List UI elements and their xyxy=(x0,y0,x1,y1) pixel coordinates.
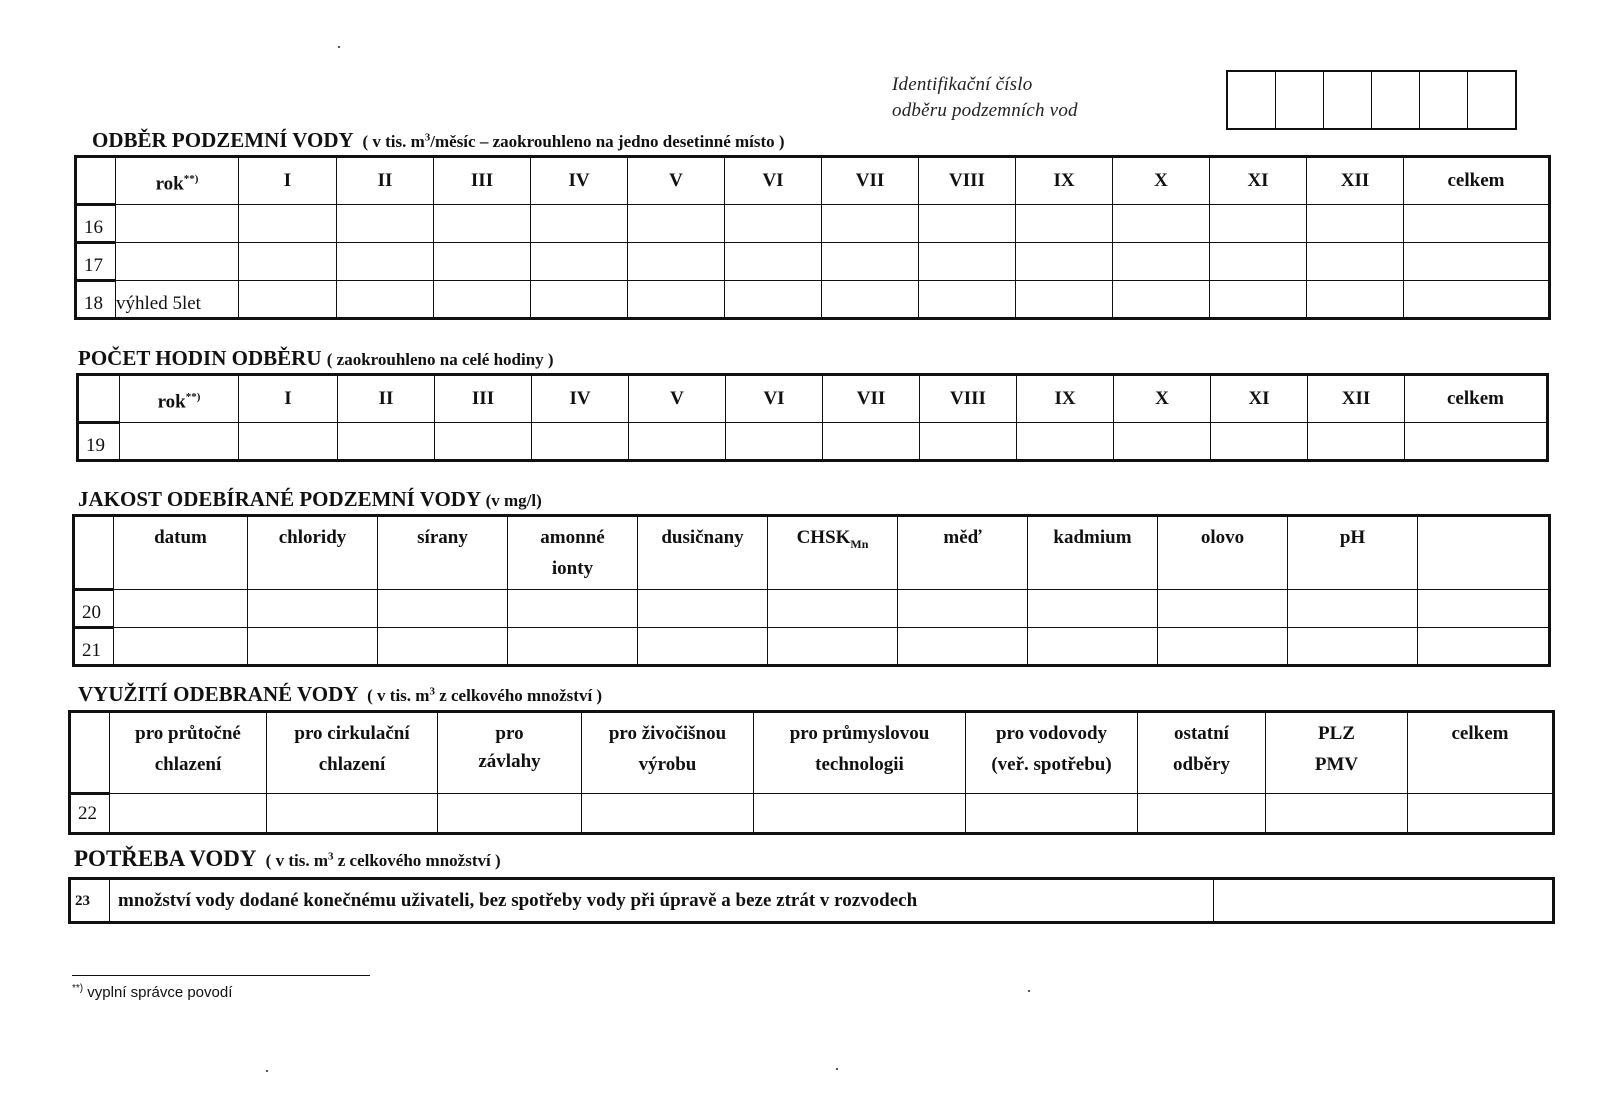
usage-header-line2: odběry xyxy=(1173,754,1230,775)
input-cell[interactable] xyxy=(114,590,248,628)
section2-header-row xyxy=(78,375,1548,423)
input-cell[interactable] xyxy=(768,628,898,666)
input-cell[interactable] xyxy=(628,281,725,319)
footnote-divider xyxy=(72,975,370,976)
month-header: I xyxy=(239,157,337,205)
section2-subtitle: ( zaokrouhleno na celé hodiny ) xyxy=(326,350,554,369)
input-cell[interactable] xyxy=(1308,423,1405,461)
input-cell[interactable] xyxy=(1307,205,1404,243)
outlook-cell: výhled 5let xyxy=(116,281,239,319)
section1-subtitle-sup: 3 xyxy=(424,131,431,144)
scan-speck xyxy=(836,1068,838,1070)
month-header: V xyxy=(629,375,726,423)
month-header: I xyxy=(239,375,338,423)
usage-header xyxy=(1266,712,1408,794)
section2-corner xyxy=(78,375,120,423)
input-cell[interactable] xyxy=(1214,879,1554,923)
input-cell[interactable] xyxy=(628,205,725,243)
usage-header-line1: ostatní xyxy=(1174,723,1229,744)
amonne-line1: amonné xyxy=(540,527,605,548)
blank-header xyxy=(1418,516,1550,590)
section3-title-text: JAKOST ODEBÍRANÉ PODZEMNÍ VODY xyxy=(78,487,481,511)
olovo-header: olovo xyxy=(1158,516,1288,590)
input-cell[interactable] xyxy=(434,205,531,243)
table-row xyxy=(76,281,1550,319)
input-cell[interactable] xyxy=(337,205,434,243)
month-header: VI xyxy=(725,157,822,205)
id-digit-box[interactable] xyxy=(1324,72,1372,128)
input-cell[interactable] xyxy=(1113,243,1210,281)
input-cell[interactable] xyxy=(531,205,628,243)
usage-header-line1: pro xyxy=(495,723,524,744)
month-header: VII xyxy=(823,375,920,423)
section1-title-text: ODBĚR PODZEMNÍ VODY xyxy=(92,128,353,152)
usage-header xyxy=(1138,712,1266,794)
table-row xyxy=(70,794,1554,834)
section1-header-row xyxy=(76,157,1550,205)
input-cell[interactable] xyxy=(1028,590,1158,628)
input-cell[interactable] xyxy=(823,423,920,461)
section4-subtitle-sup: 3 xyxy=(429,685,435,698)
month-header: IV xyxy=(531,157,628,205)
input-cell[interactable] xyxy=(725,243,822,281)
usage-header-line2: (veř. spotřebu) xyxy=(991,754,1112,775)
input-cell[interactable] xyxy=(822,281,919,319)
section1-subtitle xyxy=(358,132,784,151)
input-cell[interactable] xyxy=(638,590,768,628)
rok-sup: **) xyxy=(185,391,201,403)
section4-title xyxy=(78,682,602,707)
section5-subtitle-a: ( v tis. m xyxy=(265,851,328,870)
row-number: 21 xyxy=(74,628,114,666)
identification-label xyxy=(892,72,1078,124)
usage-header-line1: pro průmyslovou xyxy=(789,723,930,744)
input-cell[interactable] xyxy=(822,205,919,243)
input-cell[interactable] xyxy=(1307,243,1404,281)
section5-subtitle-sup: 3 xyxy=(327,850,334,863)
input-cell[interactable] xyxy=(1158,590,1288,628)
input-cell[interactable] xyxy=(267,794,438,834)
usage-header-line2: PMV xyxy=(1314,754,1359,775)
input-cell[interactable] xyxy=(508,590,638,628)
med-header: měď xyxy=(898,516,1028,590)
input-cell[interactable] xyxy=(1028,628,1158,666)
usage-header xyxy=(110,712,267,794)
row-number: 22 xyxy=(70,794,110,834)
amonne-ionty-header xyxy=(508,516,638,590)
input-cell[interactable] xyxy=(1113,205,1210,243)
input-cell[interactable] xyxy=(754,794,966,834)
month-header: IX xyxy=(1016,157,1113,205)
section4-title-text: VYUŽITÍ ODEBRANÉ VODY xyxy=(78,682,358,706)
usage-header-line2: chlazení xyxy=(318,754,386,775)
input-cell[interactable] xyxy=(1017,423,1114,461)
input-cell[interactable] xyxy=(725,205,822,243)
rok-header xyxy=(116,157,239,205)
usage-header xyxy=(267,712,438,794)
chsk-label: CHSK xyxy=(796,527,851,548)
chsk-sub: Mn xyxy=(850,536,869,551)
month-header: III xyxy=(434,157,531,205)
footnote-text: vyplní správce povodí xyxy=(83,984,233,1001)
input-cell[interactable] xyxy=(898,590,1028,628)
input-cell[interactable] xyxy=(1016,281,1113,319)
table-row xyxy=(78,423,1548,461)
input-cell[interactable] xyxy=(438,794,582,834)
section3-title xyxy=(78,487,542,512)
input-cell[interactable] xyxy=(239,205,337,243)
input-cell[interactable] xyxy=(434,243,531,281)
input-cell[interactable] xyxy=(1210,205,1307,243)
row-number: 23 xyxy=(70,879,110,923)
usage-header-line2: výrobu xyxy=(638,754,697,775)
id-digit-box[interactable] xyxy=(1228,72,1276,128)
section1-table xyxy=(74,155,1551,320)
month-header: XI xyxy=(1210,157,1307,205)
rok-sup: **) xyxy=(183,173,199,185)
usage-header-line1: pro cirkulační xyxy=(294,723,410,744)
month-header: IX xyxy=(1017,375,1114,423)
water-demand-label: množství vody dodané konečnému uživateli, bez spotřeby vody při úpravě a beze ztrát v rozvodech xyxy=(110,879,1214,923)
footnote-mark: **) xyxy=(72,983,84,994)
input-cell[interactable] xyxy=(898,628,1028,666)
input-cell[interactable] xyxy=(378,628,508,666)
chloridy-header: chloridy xyxy=(248,516,378,590)
input-cell[interactable] xyxy=(337,281,434,319)
chsk-header xyxy=(768,516,898,590)
total-header: celkem xyxy=(1405,375,1548,423)
month-header: V xyxy=(628,157,725,205)
input-cell[interactable] xyxy=(239,243,337,281)
id-digit-box[interactable] xyxy=(1420,72,1468,128)
section1-subtitle-b: /měsíc – zaokrouhleno na jedno desetinné místo ) xyxy=(430,132,785,151)
input-cell[interactable] xyxy=(1307,281,1404,319)
id-digit-box[interactable] xyxy=(1372,72,1420,128)
month-header: IV xyxy=(532,375,629,423)
row-number: 18 xyxy=(76,281,116,319)
section2-title xyxy=(78,346,554,371)
section2-table xyxy=(76,373,1549,462)
input-cell[interactable] xyxy=(725,281,822,319)
input-cell[interactable] xyxy=(239,423,338,461)
input-cell[interactable] xyxy=(966,794,1138,834)
ph-header: pH xyxy=(1288,516,1418,590)
input-cell[interactable] xyxy=(1408,794,1554,834)
section1-corner xyxy=(76,157,116,205)
scan-speck xyxy=(266,1070,268,1072)
month-header: X xyxy=(1114,375,1211,423)
input-cell[interactable] xyxy=(248,628,378,666)
section5-title xyxy=(74,846,501,872)
input-cell[interactable] xyxy=(920,423,1017,461)
month-header: VIII xyxy=(920,375,1017,423)
sirany-header: sírany xyxy=(378,516,508,590)
input-cell[interactable] xyxy=(110,794,267,834)
row-number: 20 xyxy=(74,590,114,628)
section3-corner xyxy=(74,516,114,590)
section4-subtitle-b: z celkového množství ) xyxy=(434,686,603,705)
month-header: VIII xyxy=(919,157,1016,205)
section5-subtitle-b: z celkového množství ) xyxy=(333,851,501,870)
input-cell[interactable] xyxy=(239,281,337,319)
input-cell[interactable] xyxy=(337,243,434,281)
input-cell[interactable] xyxy=(114,628,248,666)
section5-table xyxy=(68,877,1555,924)
month-header: II xyxy=(337,157,434,205)
input-cell[interactable] xyxy=(1288,628,1418,666)
input-cell[interactable] xyxy=(1210,243,1307,281)
month-header: VI xyxy=(726,375,823,423)
input-cell[interactable] xyxy=(435,423,532,461)
input-cell[interactable] xyxy=(919,281,1016,319)
input-cell[interactable] xyxy=(1404,205,1550,243)
usage-header-line2: závlahy xyxy=(478,751,541,772)
usage-header xyxy=(966,712,1138,794)
row-number: 19 xyxy=(78,423,120,461)
section3-header-row xyxy=(74,516,1550,590)
usage-header-line2: chlazení xyxy=(154,754,222,775)
table-row xyxy=(76,243,1550,281)
usage-header-line1: PLZ xyxy=(1318,723,1355,744)
row-number: 17 xyxy=(76,243,116,281)
month-header: X xyxy=(1113,157,1210,205)
month-header: III xyxy=(435,375,532,423)
id-digit-box[interactable] xyxy=(1468,72,1515,128)
table-row xyxy=(70,879,1554,923)
input-cell[interactable] xyxy=(822,243,919,281)
input-cell[interactable] xyxy=(628,243,725,281)
section4-subtitle xyxy=(363,686,602,705)
input-cell[interactable] xyxy=(1113,281,1210,319)
footnote xyxy=(72,983,232,1001)
datum-header: datum xyxy=(114,516,248,590)
identification-label-line1: Identifikační číslo xyxy=(892,74,1033,95)
identification-number-boxes xyxy=(1226,70,1517,130)
input-cell[interactable] xyxy=(629,423,726,461)
input-cell[interactable] xyxy=(508,628,638,666)
input-cell[interactable] xyxy=(116,205,239,243)
input-cell[interactable] xyxy=(120,423,239,461)
section3-table xyxy=(72,514,1551,667)
section4-corner xyxy=(70,712,110,794)
input-cell[interactable] xyxy=(531,281,628,319)
section5-subtitle xyxy=(261,851,500,870)
input-cell[interactable] xyxy=(638,628,768,666)
input-cell[interactable] xyxy=(116,243,239,281)
amonne-line2: ionty xyxy=(551,558,594,579)
input-cell[interactable] xyxy=(1158,628,1288,666)
total-header: celkem xyxy=(1404,157,1550,205)
input-cell[interactable] xyxy=(726,423,823,461)
usage-header xyxy=(582,712,754,794)
input-cell[interactable] xyxy=(1138,794,1266,834)
table-row xyxy=(76,205,1550,243)
usage-header-line1: pro průtočné xyxy=(135,723,241,744)
id-digit-box[interactable] xyxy=(1276,72,1324,128)
input-cell[interactable] xyxy=(248,590,378,628)
rok-label: rok xyxy=(157,391,186,413)
input-cell[interactable] xyxy=(378,590,508,628)
identification-label-line2: odběru podzemních vod xyxy=(892,100,1078,121)
row-number: 16 xyxy=(76,205,116,243)
input-cell[interactable] xyxy=(582,794,754,834)
input-cell[interactable] xyxy=(1404,281,1550,319)
section4-table xyxy=(68,710,1555,835)
section4-subtitle-a: ( v tis. m xyxy=(367,686,430,705)
section2-title-text: POČET HODIN ODBĚRU xyxy=(78,346,322,370)
input-cell[interactable] xyxy=(1210,281,1307,319)
input-cell[interactable] xyxy=(434,281,531,319)
input-cell[interactable] xyxy=(919,243,1016,281)
input-cell[interactable] xyxy=(338,423,435,461)
input-cell[interactable] xyxy=(1266,794,1408,834)
input-cell[interactable] xyxy=(531,243,628,281)
section1-subtitle-a: ( v tis. m xyxy=(362,132,425,151)
month-header: II xyxy=(338,375,435,423)
scan-speck xyxy=(338,46,340,48)
month-header: XI xyxy=(1211,375,1308,423)
dusicnany-header: dusičnany xyxy=(638,516,768,590)
input-cell[interactable] xyxy=(1418,590,1550,628)
month-header: XII xyxy=(1307,157,1404,205)
section4-header-row xyxy=(70,712,1554,794)
usage-header xyxy=(438,712,582,794)
section3-subtitle: (v mg/l) xyxy=(485,491,542,510)
usage-header xyxy=(754,712,966,794)
usage-total-header xyxy=(1408,712,1554,794)
input-cell[interactable] xyxy=(1114,423,1211,461)
input-cell[interactable] xyxy=(1016,243,1113,281)
table-row xyxy=(74,590,1550,628)
kadmium-header: kadmium xyxy=(1028,516,1158,590)
month-header: VII xyxy=(822,157,919,205)
section1-title xyxy=(92,128,785,153)
usage-header-line2: technologii xyxy=(815,754,904,775)
scan-speck xyxy=(1028,990,1030,992)
usage-header-line1: celkem xyxy=(1451,723,1509,744)
input-cell[interactable] xyxy=(1288,590,1418,628)
rok-header xyxy=(120,375,239,423)
usage-header-line1: pro živočišnou xyxy=(608,723,727,744)
input-cell[interactable] xyxy=(919,205,1016,243)
rok-label: rok xyxy=(155,173,184,195)
input-cell[interactable] xyxy=(768,590,898,628)
input-cell[interactable] xyxy=(1211,423,1308,461)
input-cell[interactable] xyxy=(532,423,629,461)
section5-title-text: POTŘEBA VODY xyxy=(74,846,256,871)
month-header: XII xyxy=(1308,375,1405,423)
input-cell[interactable] xyxy=(1405,423,1548,461)
usage-header-line1: pro vodovody xyxy=(995,723,1108,744)
table-row xyxy=(74,628,1550,666)
input-cell[interactable] xyxy=(1418,628,1550,666)
input-cell[interactable] xyxy=(1016,205,1113,243)
input-cell[interactable] xyxy=(1404,243,1550,281)
